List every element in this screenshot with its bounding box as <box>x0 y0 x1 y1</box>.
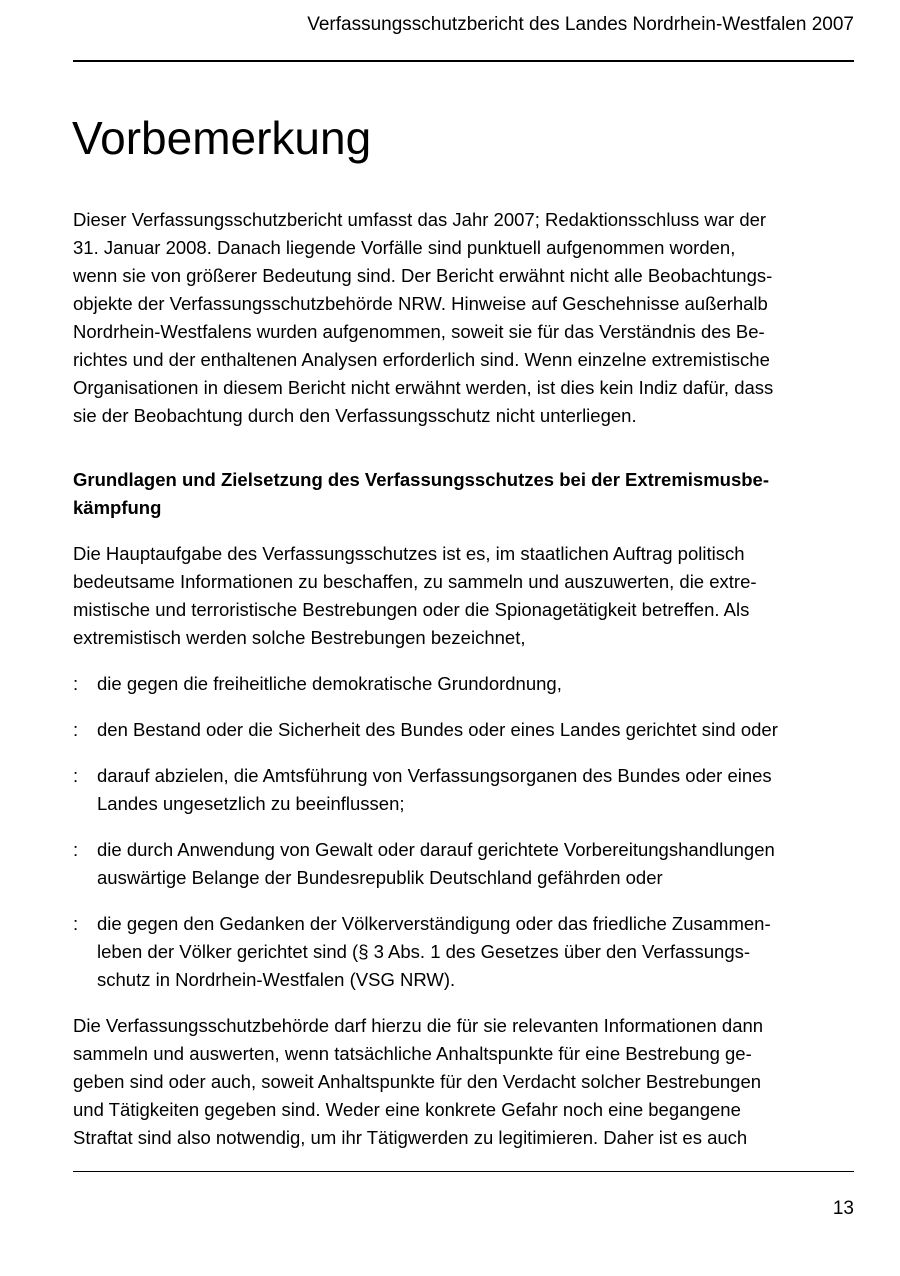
text-line: darauf abzielen, die Amtsführung von Verfassungsorganen des Bundes oder eines <box>97 765 772 786</box>
text-line: die gegen den Gedanken der Völkerverständigung oder das friedliche Zusammen- <box>97 913 771 934</box>
page-number: 13 <box>832 1198 854 1219</box>
list-item <box>73 670 853 698</box>
list-item <box>73 762 853 818</box>
text-line: sie der Beobachtung durch den Verfassungsschutz nicht unterliegen. <box>73 405 637 426</box>
text-line: Straftat sind also notwendig, um ihr Tätigwerden zu legitimieren. Daher ist es auch <box>73 1127 748 1148</box>
bullet-marker: : <box>73 839 79 860</box>
footer-rule <box>73 1171 854 1172</box>
text-line: die gegen die freiheitliche demokratische Grundordnung, <box>97 673 562 694</box>
text-line: und Tätigkeiten gegeben sind. Weder eine konkrete Gefahr noch eine begangene <box>73 1099 741 1120</box>
heading-line: Grundlagen und Zielsetzung des Verfassungsschutzes bei der Extremismusbe- <box>73 469 769 490</box>
text-line: Die Verfassungsschutzbehörde darf hierzu die für sie relevanten Informationen dann <box>73 1015 764 1036</box>
intro-paragraph <box>73 206 853 430</box>
text-line: Dieser Verfassungsschutzbericht umfasst das Jahr 2007; Redaktionsschluss war der <box>73 209 767 230</box>
heading-line: kämpfung <box>73 497 162 518</box>
running-header: Verfassungsschutzbericht des Landes Nordrhein-Westfalen 2007 <box>307 14 854 35</box>
list-item <box>73 716 853 744</box>
list-item <box>73 836 853 892</box>
text-line: objekte der Verfassungsschutzbehörde NRW. Hinweise auf Geschehnisse außerhalb <box>73 293 768 314</box>
text-line: mistische und terroristische Bestrebungen oder die Spionagetätigkeit betreffen. Als <box>73 599 750 620</box>
text-line: geben sind oder auch, soweit Anhaltspunkte für den Verdacht solcher Bestrebungen <box>73 1071 762 1092</box>
criteria-list <box>73 670 853 994</box>
list-item <box>73 910 853 994</box>
section-heading <box>73 466 853 522</box>
text-line: Landes ungesetzlich zu beeinflussen; <box>97 793 405 814</box>
text-line: wenn sie von größerer Bedeutung sind. Der Bericht erwähnt nicht alle Beobachtungs- <box>73 265 773 286</box>
page-title: Vorbemerkung <box>72 112 372 164</box>
text-line: den Bestand oder die Sicherheit des Bundes oder eines Landes gerichtet sind oder <box>97 719 778 740</box>
header-rule <box>73 60 854 62</box>
bullet-marker: : <box>73 765 79 786</box>
text-line: bedeutsame Informationen zu beschaffen, zu sammeln und auszuwerten, die extre- <box>73 571 757 592</box>
text-line: sammeln und auswerten, wenn tatsächliche Anhaltspunkte für eine Bestrebung ge- <box>73 1043 752 1064</box>
main-paragraph <box>73 540 853 652</box>
text-line: richtes und der enthaltenen Analysen erforderlich sind. Wenn einzelne extremistische <box>73 349 770 370</box>
bullet-marker: : <box>73 719 79 740</box>
text-line: Nordrhein-Westfalens wurden aufgenommen, soweit sie für das Verständnis des Be- <box>73 321 765 342</box>
text-line: extremistisch werden solche Bestrebungen bezeichnet, <box>73 627 526 648</box>
body-content <box>73 206 853 1152</box>
bullet-marker: : <box>73 913 79 934</box>
text-line: leben der Völker gerichtet sind (§ 3 Abs. 1 des Gesetzes über den Verfassungs- <box>97 941 751 962</box>
closing-paragraph <box>73 1012 853 1152</box>
text-line: schutz in Nordrhein-Westfalen (VSG NRW). <box>97 969 456 990</box>
text-line: 31. Januar 2008. Danach liegende Vorfälle sind punktuell aufgenommen worden, <box>73 237 736 258</box>
text-line: Die Hauptaufgabe des Verfassungsschutzes ist es, im staatlichen Auftrag politisch <box>73 543 745 564</box>
text-line: die durch Anwendung von Gewalt oder darauf gerichtete Vorbereitungshandlungen <box>97 839 775 860</box>
bullet-marker: : <box>73 673 79 694</box>
text-line: auswärtige Belange der Bundesrepublik Deutschland gefährden oder <box>97 867 663 888</box>
text-line: Organisationen in diesem Bericht nicht erwähnt werden, ist dies kein Indiz dafür, dass <box>73 377 774 398</box>
